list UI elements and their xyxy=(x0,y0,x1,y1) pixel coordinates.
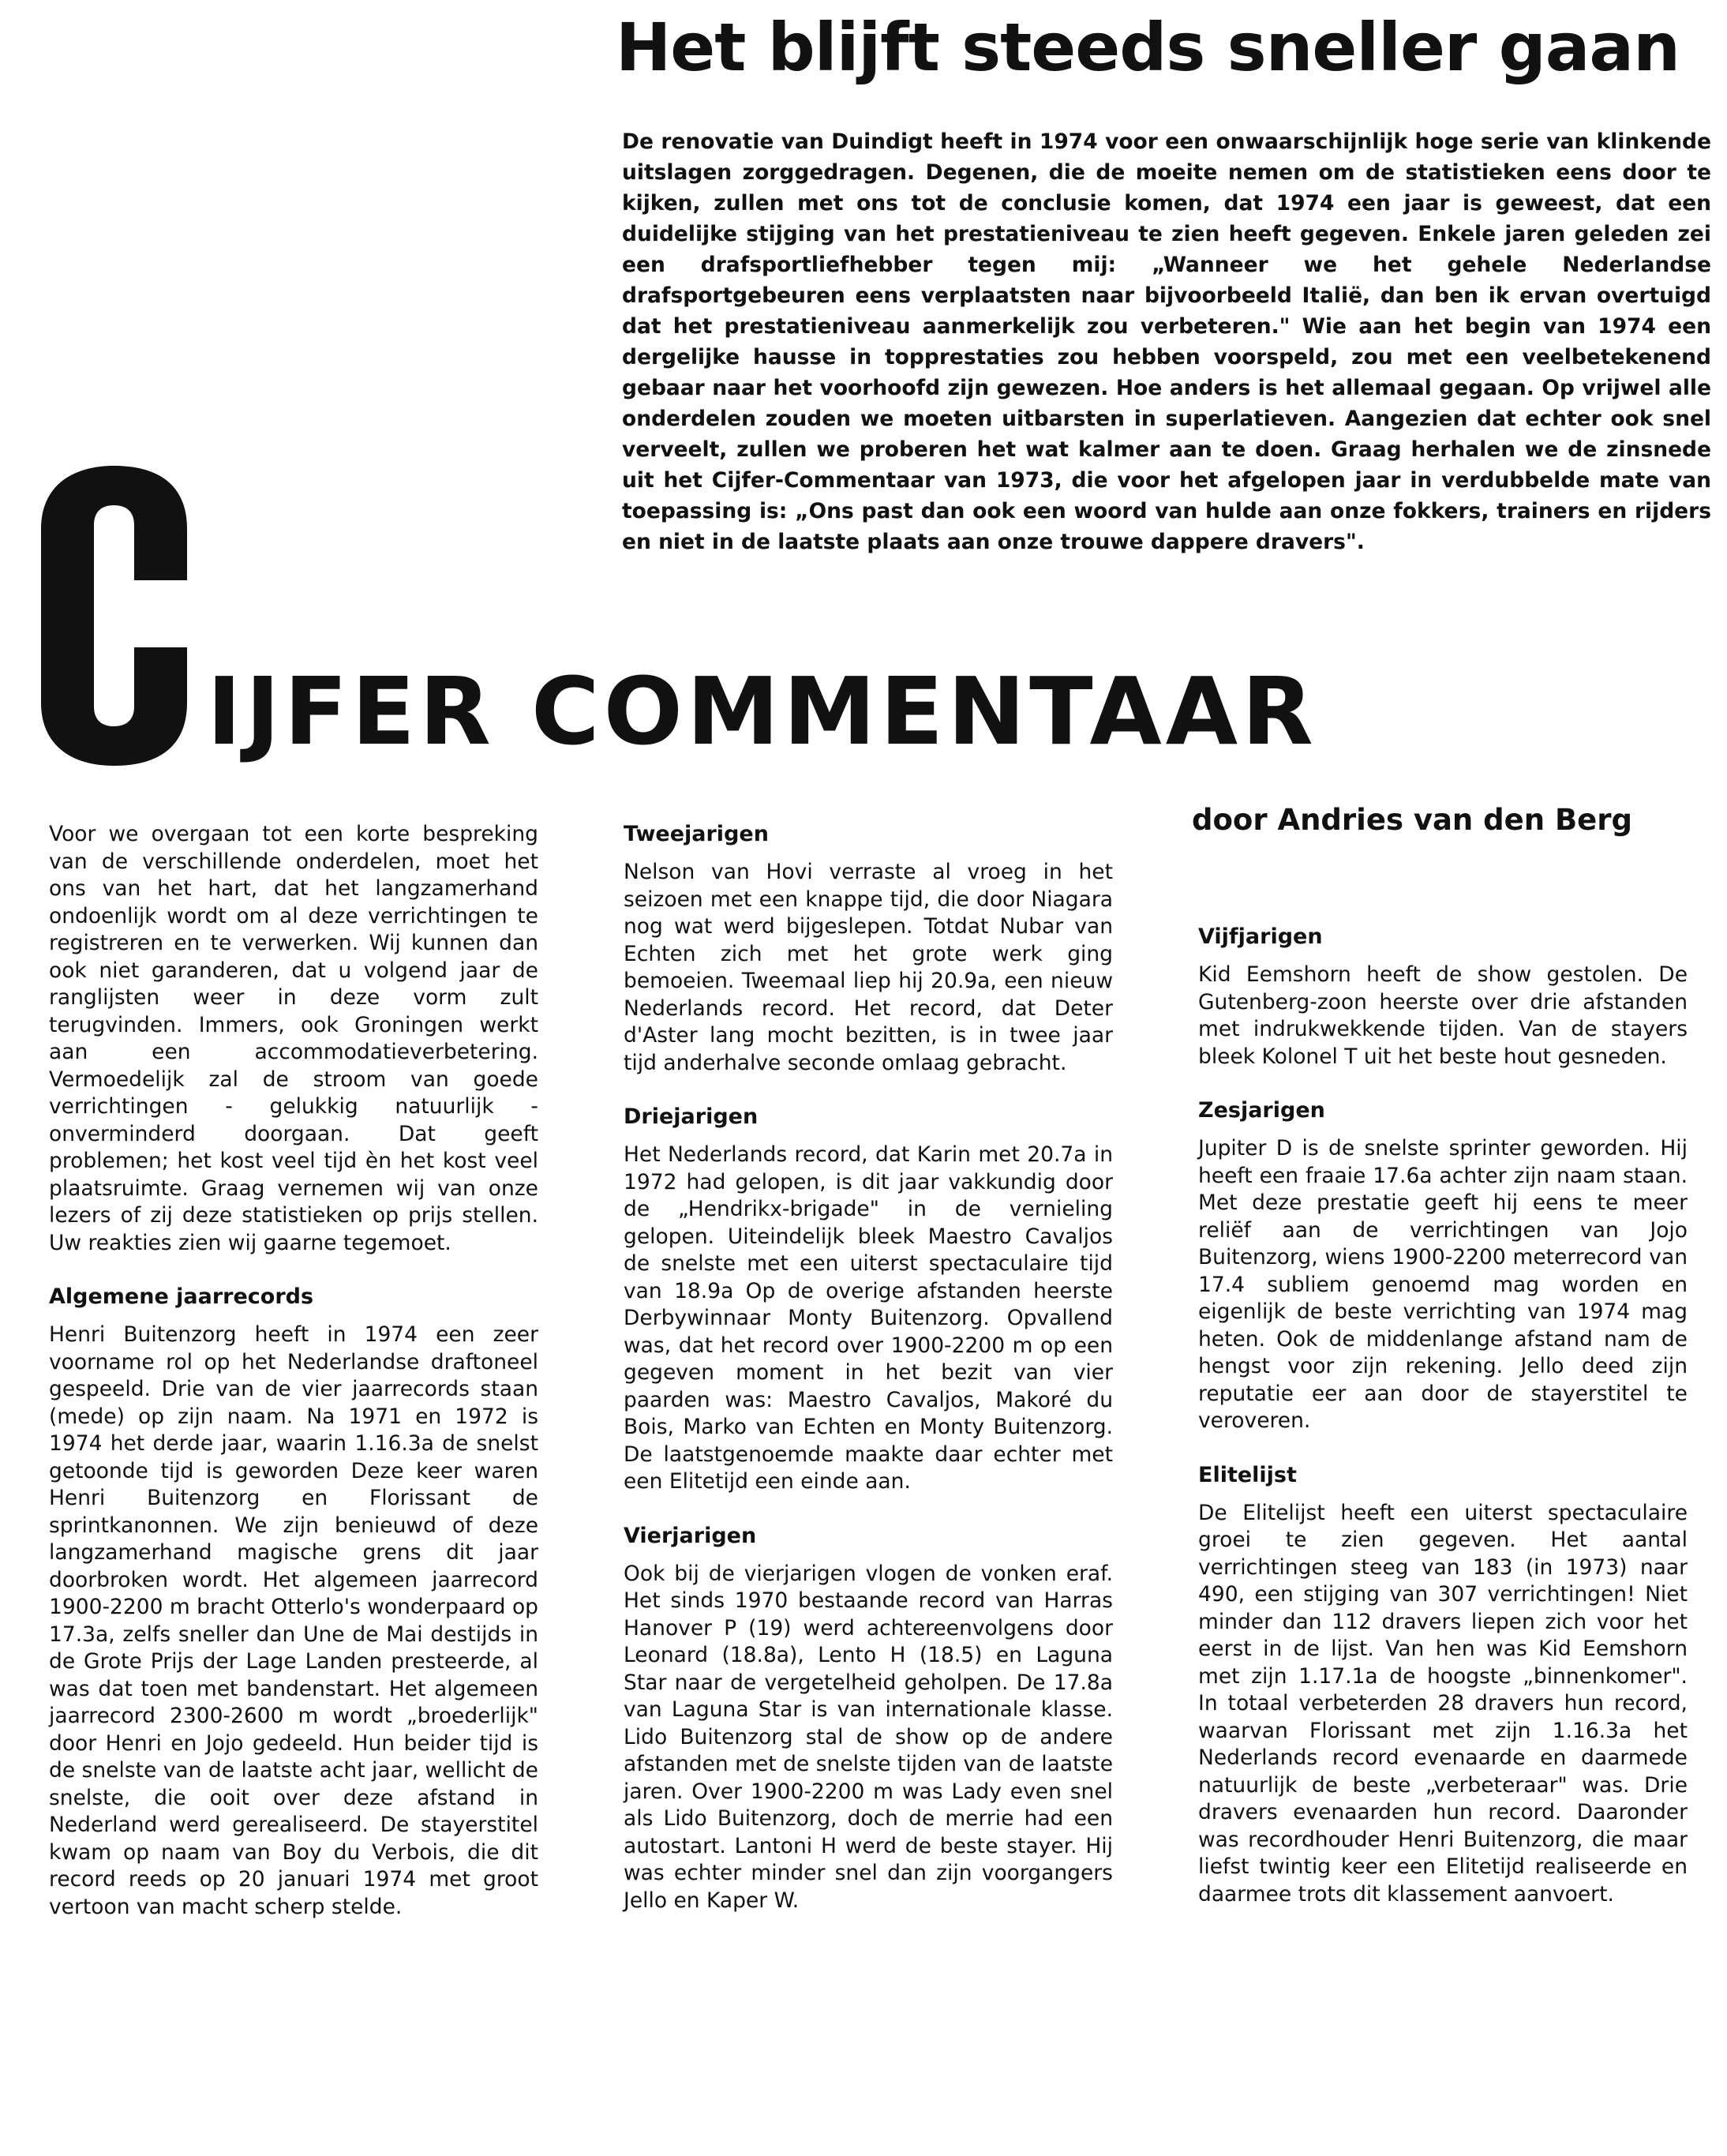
heading-zesjarigen: Zesjarigen xyxy=(1198,1098,1325,1123)
heading-driejarigen: Driejarigen xyxy=(624,1104,759,1129)
column-3 xyxy=(1198,924,1688,1935)
paragraph-zesjarigen: Jupiter D is de snelste sprinter geworden. Hij heeft een fraaie 17.6a achter zijn naam staan. Met deze prestatie geeft hij eens te meer reliëf aan de verrichtingen van Jojo Buitenzorg, wiens 1900-2200 meterrecord van 17.4 subliem genoemd mag worden en eigenlijk de beste verrichting van 1974 mag heten. Ook de middenlange afstand nam de hengst voor zijn rekening. Jello deed zijn reputatie eer aan door de stayerstitel te veroveren. xyxy=(1198,1136,1688,1433)
heading-algemene-jaarrecords: Algemene jaarrecords xyxy=(49,1284,314,1309)
column-1 xyxy=(49,821,538,1948)
byline: door Andries van den Berg xyxy=(1192,803,1632,837)
paragraph-elitelijst: De Elitelijst heeft een uiterst spectaculaire groei te zien gegeven. Het aantal verrichtingen steeg van 183 (in 1973) naar 490, een stijging van 307 verrichtingen! Niet minder dan 112 dravers liepen zich voor het eerst in de lijst. Van hen was Kid Eemshorn met zijn 1.17.1a de hoogste „binnenkomer". In totaal verbeterden 28 dravers hun record, waarvan Florissant met zijn 1.16.3a het Nederlands record evenaarde en daarmede natuurlijk de beste „verbeteraar" was. Drie dravers evenaarden hun record. Daaronder was recordhouder Henri Buitenzorg, die maar liefst twintig keer een Elitetijd realiseerde en daarmee trots dit klassement aanvoert. xyxy=(1198,1500,1688,1907)
heading-vierjarigen: Vierjarigen xyxy=(624,1523,757,1548)
paragraph-driejarigen: Het Nederlands record, dat Karin met 20.7a in 1972 had gelopen, is dit jaar vakkundig door de „Hendrikx-brigade" in de vernieling gelopen. Uiteindelijk bleek Maestro Cavaljos de snelste met een uiterst spectaculaire tijd van 18.9a Op de overige afstanden heerste Derbywinnaar Monty Buitenzorg. Opvallend was, dat het record over 1900-2200 m op een gegeven moment in het bezit van vier paarden was: Maestro Cavaljos, Makoré du Bois, Marko van Echten en Monty Buitenzorg. De laatstgenoemde maakte daar echter met een Elitetijd een einde aan. xyxy=(624,1142,1113,1494)
heading-tweejarigen: Tweejarigen xyxy=(624,822,769,846)
heading-vijfjarigen: Vijfjarigen xyxy=(1198,924,1323,949)
paragraph-intro-statistics: Voor we overgaan tot een korte bespreking van de verschillende onderdelen, moet het ons van het hart, dat het langzamerhand ondoenlijk wordt om al deze verrichtingen te registreren en te verwerken. Wij kunnen dan ook niet garanderen, dat u volgend jaar de ranglijsten weer in deze vorm zult terugvinden. Immers, ook Groningen werkt aan een accommodatieverbetering. Vermoedelijk zal de stroom van goede verrichtingen - gelukkig natuurlijk - onverminderd doorgaan. Dat geeft problemen; het kost veel tijd èn het kost veel plaatsruimte. Graag vernemen wij van onze lezers of zij deze statistieken op prijs stellen. Uw reakties zien wij gaarne tegemoet. xyxy=(49,822,538,1255)
paragraph-vierjarigen: Ook bij de vierjarigen vlogen de vonken eraf. Het sinds 1970 bestaande record van Harras Hanover P (19) werd achtereenvolgens door Leonard (18.8a), Lento H (18.5) en Laguna Star naar de vergetelheid geholpen. De 17.8a van Laguna Star is van internationale klasse. Lido Buitenzorg stal de show op de andere afstanden met de snelste tijden van de laatste jaren. Over 1900-2200 m was Lady even snel als Lido Buitenzorg, doch de merrie had een autostart. Lantoni H werd de beste stayer. Hij was echter minder snel dan zijn voorgangers Jello en Kaper W. xyxy=(624,1561,1113,1913)
heading-elitelijst: Elitelijst xyxy=(1198,1462,1297,1487)
intro-paragraph: De renovatie van Duindigt heeft in 1974 voor een onwaarschijnlijk hoge serie van klinkende uitslagen zorggedragen. Degenen, die de moeite nemen om de statistieken eens door te kijken, zullen met ons tot de conclusie komen, dat 1974 een jaar is geweest, dat een duidelijke stijging van het prestatieniveau te zien heeft gegeven. Enkele jaren geleden zei een drafsportliefhebber tegen mij: „Wanneer we het gehele Nederlandse drafsportgebeuren eens verplaatsten naar bijvoorbeeld Italië, dan ben ik ervan overtuigd dat het prestatieniveau aanmerkelijk zou verbeteren." Wie aan het begin van 1974 een dergelijke hausse in topprestaties zou hebben voorspeld, zou met een veelbetekenend gebaar naar het voorhoofd zijn gewezen. Hoe anders is het allemaal gegaan. Op vrijwel alle onderdelen zouden we moeten uitbarsten in superlatieven. Aangezien dat echter ook snel verveelt, zullen we proberen het wat kalmer aan te doen. Graag herhalen we de zinsnede uit het Cijfer-Commentaar van 1973, die voor het afgelopen jaar in verdubbelde mate van toepassing is: „Ons past dan ook een woord van hulde aan onze fokkers, trainers en rijders en niet in de laatste plaats aan onze trouwe dappere dravers". xyxy=(622,129,1711,554)
paragraph-tweejarigen: Nelson van Hovi verraste al vroeg in het seizoen met een knappe tijd, die door Niagara nog wat werd bijgeslepen. Totdat Nubar van Echten zich met het grote werk ging bemoeien. Tweemaal liep hij 20.9a, een nieuw Nederlands record. Het record, dat Deter d'Aster lang mocht bezitten, is in twee jaar tijd anderhalve seconde omlaag gebracht. xyxy=(624,860,1113,1075)
title-rest: IJFER COMMENTAAR xyxy=(207,657,1317,766)
column-2 xyxy=(624,821,1113,1941)
paragraph-algemene-jaarrecords: Henri Buitenzorg heeft in 1974 een zeer voorname rol op het Nederlandse draftoneel gespeeld. Drie van de vier jaarrecords staan (mede) op zijn naam. Na 1971 en 1972 is 1974 het derde jaar, waarin 1.16.3a de snelst getoonde tijd is geworden Deze keer waren Henri Buitenzorg en Florissant de sprintkanonnen. We zijn benieuwd of deze langzamerhand magische grens dit jaar doorbroken wordt. Het algemeen jaarrecord 1900-2200 m bracht Otterlo's wonderpaard op 17.3a, zelfs sneller dan Une de Mai destijds in de Grote Prijs der Lage Landen presteerde, al was dat toen met bandenstart. Het algemeen jaarrecord 2300-2600 m wordt „broederlijk" door Henri en Jojo gedeeld. Hun beider tijd is de snelste van de laatste acht jaar, wellicht de snelste, die ooit over deze afstand in Nederland werd gerealiseerd. De stayerstitel kwam op naam van Boy du Verbois, die dit record reeds op 20 januari 1974 met groot vertoon van macht scherp stelde. xyxy=(49,1322,538,1919)
dropcap-letter xyxy=(41,466,187,766)
paragraph-vijfjarigen: Kid Eemshorn heeft de show gestolen. De Gutenberg-zoon heerste over drie afstanden met indrukwekkende tijden. Van de stayers bleek Kolonel T uit het beste hout gesneden. xyxy=(1198,962,1688,1069)
headline: Het blijft steeds sneller gaan xyxy=(616,9,1680,86)
